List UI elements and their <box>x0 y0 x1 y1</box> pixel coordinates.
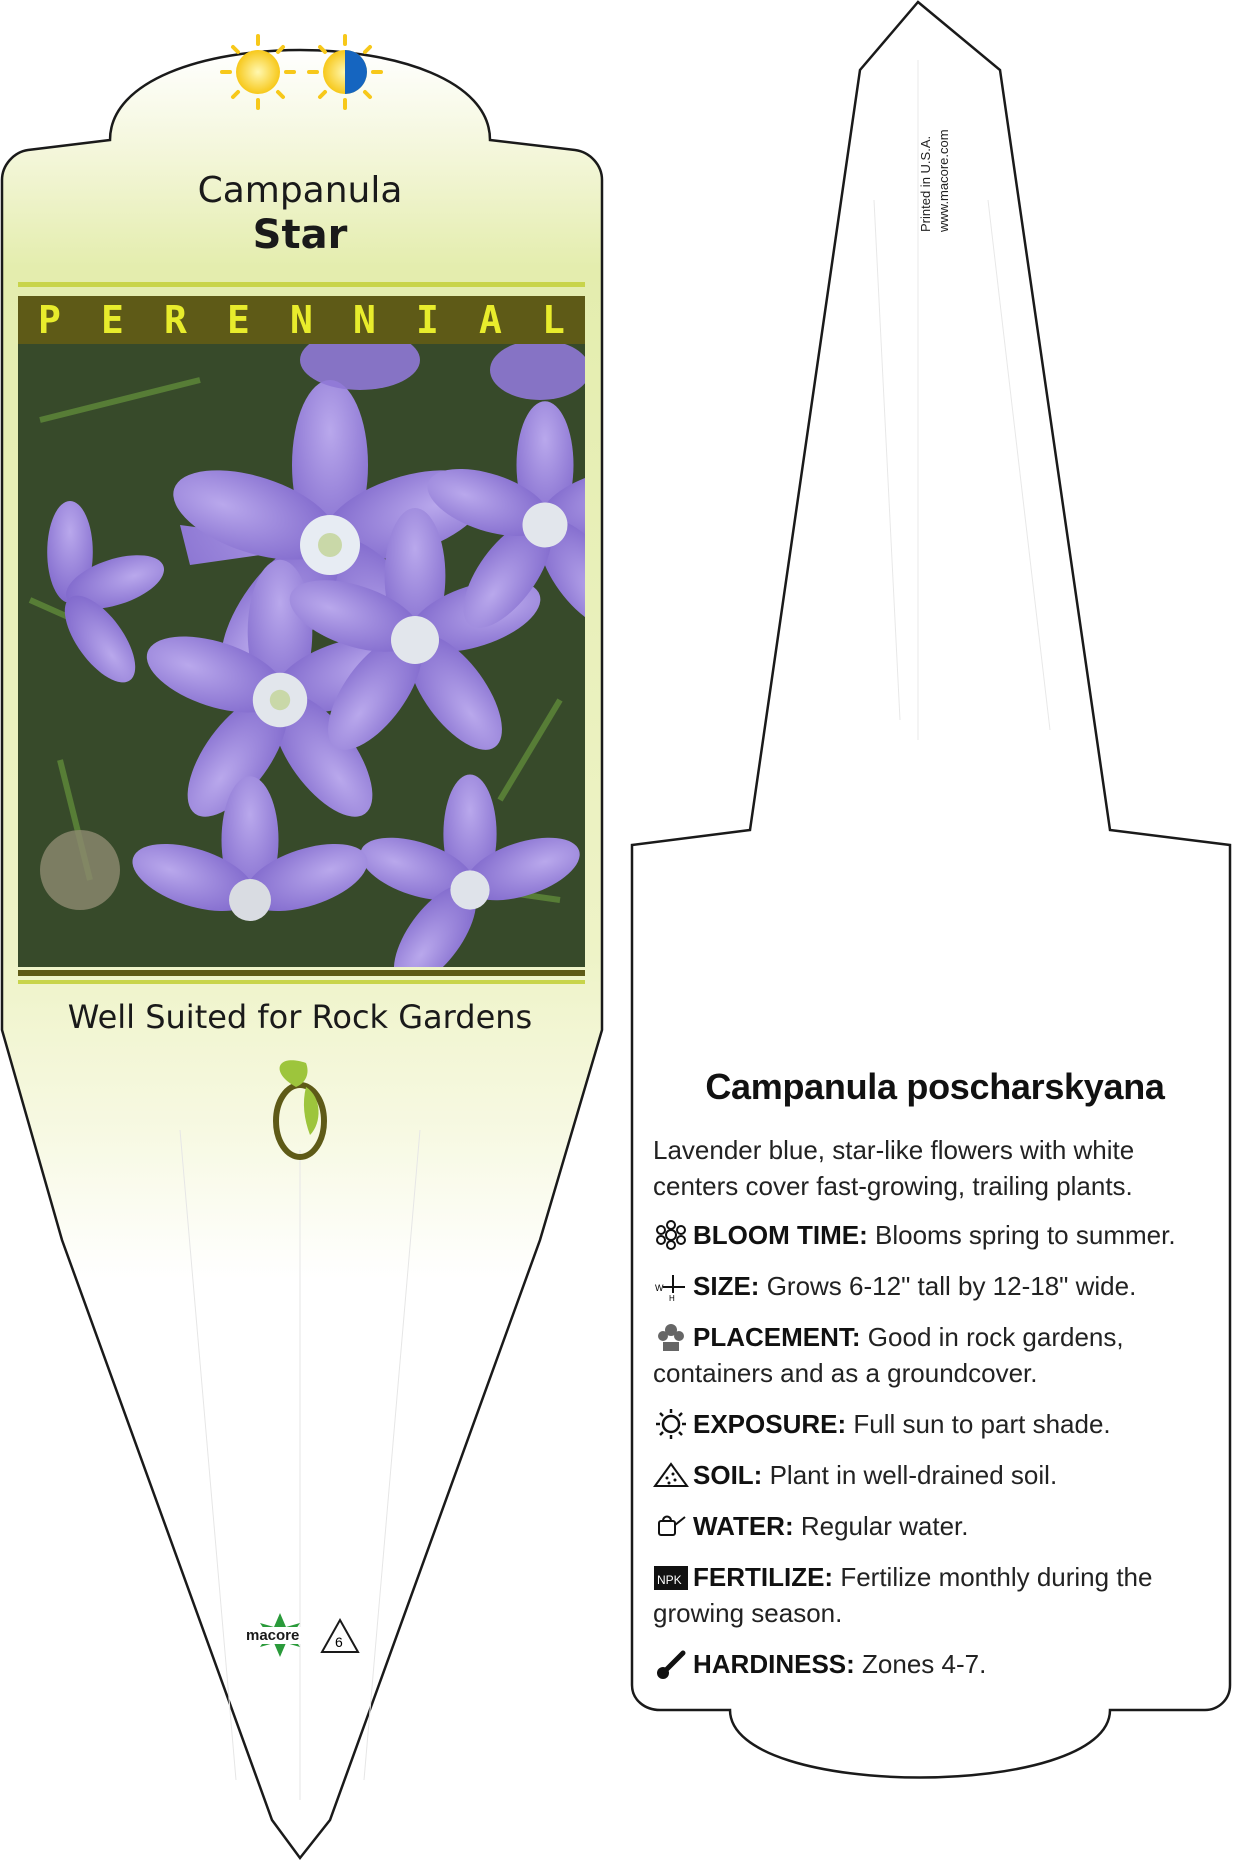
svg-text:NPK: NPK <box>657 1573 682 1587</box>
care-fertilize <box>653 1559 1223 1631</box>
category-letter: L <box>542 298 565 342</box>
recycle-code: 6 <box>335 1634 343 1650</box>
brand-name: macore <box>246 1627 300 1644</box>
care-size <box>653 1268 1223 1304</box>
care-label: PLACEMENT: <box>693 1322 861 1352</box>
bloom-flower-icon <box>653 1220 689 1250</box>
category-letter: R <box>164 298 187 342</box>
watering-can-icon <box>653 1511 689 1541</box>
category-letter: N <box>290 298 313 342</box>
care-text: Plant in well-drained soil. <box>769 1460 1058 1490</box>
care-label: BLOOM TIME: <box>693 1220 868 1250</box>
npk-fertilizer-icon <box>653 1562 689 1592</box>
soil-mound-icon <box>653 1460 689 1490</box>
care-text: Fertilize monthly during the growing season. <box>653 1562 1153 1628</box>
care-text: Good in rock gardens, containers and as a groundcover. <box>653 1322 1124 1388</box>
placement-plant-icon <box>653 1322 689 1352</box>
svg-text:H: H <box>669 1294 675 1301</box>
care-hardiness <box>653 1646 1223 1682</box>
care-label: HARDINESS: <box>693 1649 855 1679</box>
care-exposure <box>653 1406 1223 1442</box>
care-text: Grows 6-12" tall by 12-18" wide. <box>766 1271 1137 1301</box>
category-letter: E <box>101 298 124 342</box>
band-rule-bottom <box>18 970 585 976</box>
care-placement <box>653 1319 1223 1391</box>
care-label: SOIL: <box>693 1460 763 1490</box>
band-rule-top <box>18 282 585 287</box>
common-name: Campanula <box>197 170 403 211</box>
care-label: EXPOSURE: <box>693 1409 847 1439</box>
botanical-name: Campanula poscharskyana <box>705 1066 1165 1107</box>
care-label: SIZE: <box>693 1271 760 1301</box>
care-text: Blooms spring to summer. <box>875 1220 1176 1250</box>
category-letter: E <box>227 298 250 342</box>
category-letter: P <box>38 298 61 342</box>
category-letter: A <box>479 298 502 342</box>
tagline: Well Suited for Rock Gardens <box>67 998 533 1036</box>
variety-name: Star <box>252 212 348 258</box>
size-axes-icon <box>653 1271 689 1301</box>
category-letter: I <box>416 298 439 342</box>
category-band <box>18 296 585 344</box>
category-letter: N <box>353 298 376 342</box>
care-label: FERTILIZE: <box>693 1562 834 1592</box>
flower-photo <box>18 330 671 999</box>
care-label: WATER: <box>693 1511 794 1541</box>
plant-description: Lavender blue, star-like flowers with white centers cover fast-growing, trailing plants. <box>653 1135 1135 1201</box>
thermometer-icon <box>653 1649 689 1679</box>
care-text: Regular water. <box>800 1511 969 1541</box>
exposure-sun-icon <box>653 1409 689 1439</box>
care-text: Zones 4-7. <box>862 1649 987 1679</box>
care-bloom-time <box>653 1217 1223 1253</box>
care-text: Full sun to part shade. <box>853 1409 1111 1439</box>
care-water <box>653 1508 1223 1544</box>
website-line: www.macore.com <box>936 129 951 232</box>
printed-line: Printed in U.S.A. <box>918 135 933 232</box>
care-soil <box>653 1457 1223 1493</box>
svg-text:W: W <box>655 1283 664 1293</box>
